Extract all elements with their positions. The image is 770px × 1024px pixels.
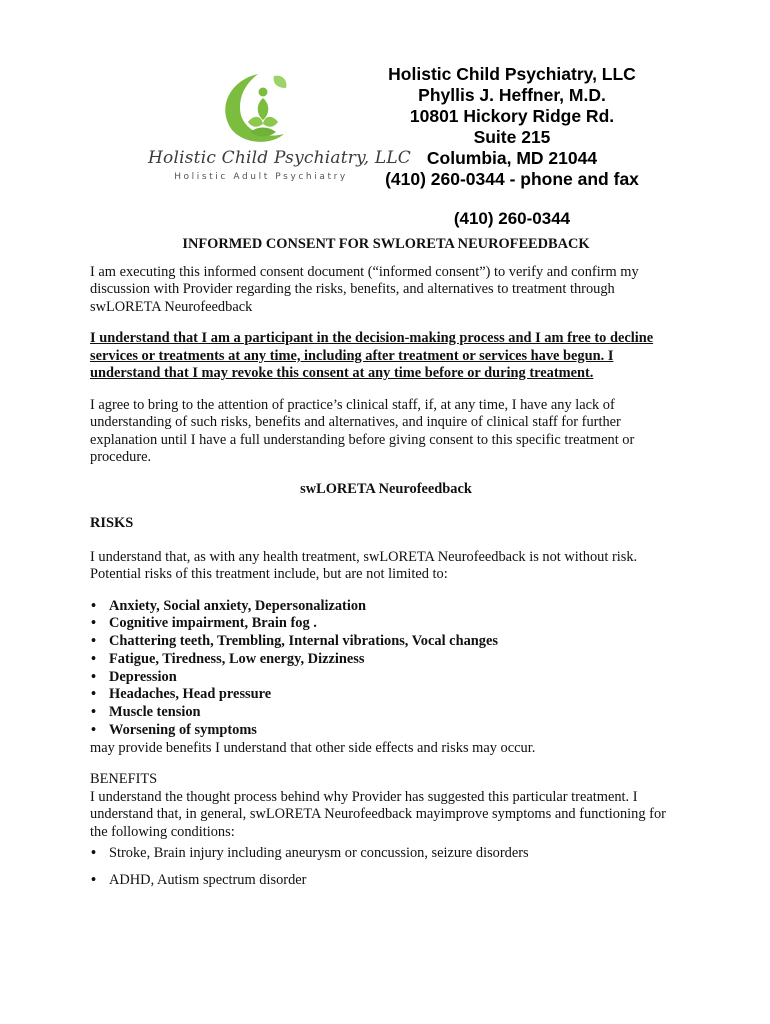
risks-list <box>90 598 682 740</box>
section-title: swLORETA Neurofeedback <box>300 480 472 497</box>
lotus-figure-icon <box>146 64 376 149</box>
address-line: 10801 Hickory Ridge Rd. <box>409 106 615 126</box>
logo-name: Holistic Child Psychiatry, LLC <box>148 148 412 168</box>
rights-paragraph: I understand that I am a participant in the decision-making process and I am free to decline services or treatments at any time, including after treatment or services have begun. I understand that I may revoke this consent at any time before or during treatment. <box>90 330 654 381</box>
list-item: • Anxiety, Social anxiety, Depersonalization <box>90 598 682 616</box>
list-item: • Worsening of symptoms <box>90 722 682 740</box>
clipped-phone-line: (410) 260-0344 <box>453 209 571 228</box>
risks-intro: I understand that, as with any health treatment, swLORETA Neurofeedback is not without risk. Potential risks of this treatment include, but are not limited to: <box>90 548 638 582</box>
practice-address-block <box>372 64 652 190</box>
benefits-heading: BENEFITS <box>90 771 158 788</box>
benefits-list <box>90 845 682 889</box>
logo-subtitle: Holistic Adult Psychiatry <box>174 172 348 182</box>
list-item: • Cognitive impairment, Brain fog . <box>90 615 682 633</box>
list-item: • Stroke, Brain injury including aneurysm or concussion, seizure disorders <box>90 845 682 863</box>
intro-paragraph: I am executing this informed consent document (“informed consent”) to verify and confirm my discussion with Provider regarding the risks, benefits, and alternatives to treatment through swLORETA Neurofeedback <box>90 263 639 315</box>
list-item: • Muscle tension <box>90 704 682 722</box>
consent-body <box>90 236 682 898</box>
risks-after: may provide benefits I understand that other side effects and risks may occur. <box>90 739 536 756</box>
address-line: (410) 260-0344 - phone and fax <box>385 169 639 189</box>
list-item: • Chattering teeth, Trembling, Internal vibrations, Vocal changes <box>90 633 682 651</box>
risks-heading: RISKS <box>90 515 134 531</box>
list-item: • ADHD, Autism spectrum disorder <box>90 872 682 890</box>
practice-logo <box>146 64 412 194</box>
list-item: • Headaches, Head pressure <box>90 686 682 704</box>
address-line: Columbia, MD 21044 <box>426 148 598 168</box>
agreement-paragraph: I agree to bring to the attention of practice’s clinical staff, if, at any time, I have any lack of understanding of such risks, benefits and alternatives, and inquire of clinical staff for further explanation until I have a full understanding before giving consent to this specific treatment or procedure. <box>90 396 635 465</box>
address-line: Phyllis J. Heffner, M.D. <box>418 85 606 105</box>
document-title: INFORMED CONSENT FOR SWLORETA NEUROFEEDBACK <box>182 236 590 252</box>
address-line: Holistic Child Psychiatry, LLC <box>388 64 636 84</box>
list-item: • Fatigue, Tiredness, Low energy, Dizziness <box>90 651 682 669</box>
list-item: • Depression <box>90 669 682 687</box>
address-line: Suite 215 <box>473 127 551 147</box>
benefits-intro: I understand the thought process behind why Provider has suggested this particular treatment. I understand that, in general, swLORETA Neurofeedback mayimprove symptoms and functioning for the following conditions: <box>90 788 666 840</box>
